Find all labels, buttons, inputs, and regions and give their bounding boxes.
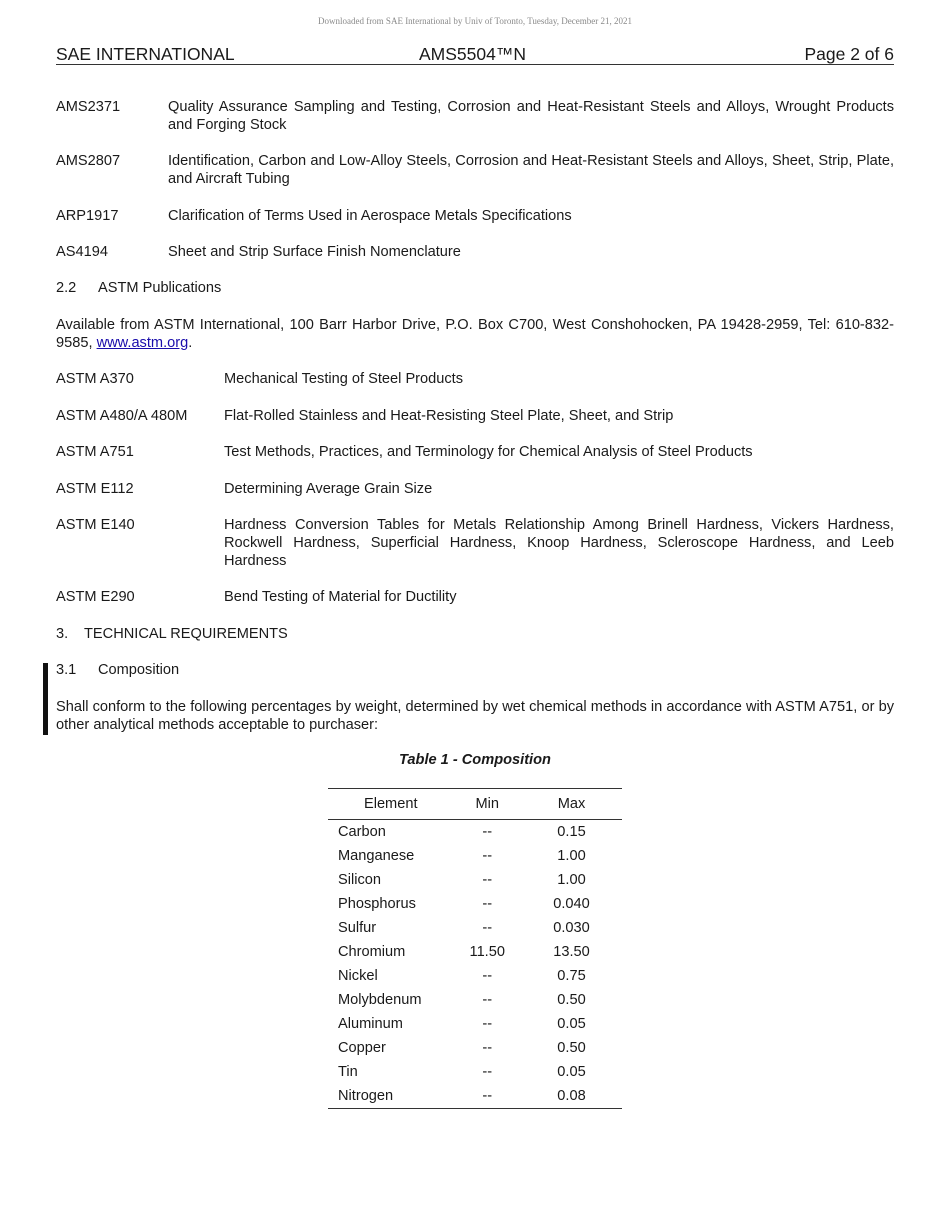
reference-code: AS4194: [56, 244, 108, 260]
composition-paragraph: Shall conform to the following percentages by weight, determined by wet chemical methods in accordance with ASTM A751, or by other analytical methods acceptable to purchaser:: [56, 699, 894, 733]
max-cell: 0.50: [557, 992, 586, 1008]
section-number: 2.2: [56, 280, 77, 296]
table-row: [328, 1012, 622, 1036]
table-title: Table 1 - Composition: [399, 752, 551, 768]
astm-address-text: Available from ASTM International, 100 Barr Harbor Drive, P.O. Box C700, West Conshohocken, PA 19428-2959, Tel: 610-832-9585,: [56, 317, 894, 351]
max-cell: 0.05: [557, 1064, 586, 1080]
table-row: [328, 1060, 622, 1084]
section-title: TECHNICAL REQUIREMENTS: [84, 626, 288, 642]
reference-code: ASTM E140: [56, 517, 135, 533]
reference-description: Bend Testing of Material for Ductility: [224, 589, 457, 605]
table-header-row: [328, 789, 622, 820]
element-cell: Nitrogen: [328, 1084, 454, 1109]
astm-availability-paragraph: [56, 316, 894, 352]
element-cell: Copper: [338, 1040, 386, 1056]
reference-code: AMS2371: [56, 99, 121, 115]
section-heading-3: [56, 625, 288, 643]
reference-entry: [56, 443, 894, 461]
table-row: [328, 892, 622, 916]
reference-description: Mechanical Testing of Steel Products: [224, 371, 464, 387]
download-watermark: Downloaded from SAE International by Univ of Toronto, Tuesday, December 21, 2021: [317, 16, 633, 26]
reference-code: ASTM E290: [56, 589, 135, 605]
table-row: [328, 1036, 622, 1060]
table-row: [328, 868, 622, 892]
element-cell: Tin: [338, 1064, 358, 1080]
reference-code: ASTM E112: [56, 481, 134, 497]
max-cell: 1.00: [557, 848, 586, 864]
table-row: [328, 964, 622, 988]
composition-table: [328, 788, 622, 1109]
max-cell: 0.75: [557, 968, 586, 984]
reference-entry: [56, 516, 894, 570]
table-row: [328, 940, 622, 964]
header-org: SAE INTERNATIONAL: [56, 44, 235, 64]
astm-address-period: .: [188, 335, 193, 351]
reference-description: Quality Assurance Sampling and Testing, Corrosion and Heat-Resistant Steels and Alloys, Wrought Products and Forging Stock: [168, 99, 894, 133]
element-cell: Manganese: [338, 848, 415, 864]
element-cell: Phosphorus: [338, 896, 416, 912]
reference-entry: [56, 480, 894, 498]
element-cell: Sulfur: [338, 920, 377, 936]
header-doc-id: AMS5504™N: [419, 44, 526, 64]
reference-entry: [56, 588, 894, 606]
section-number: 3.1: [56, 662, 77, 678]
column-header-element: Element: [328, 789, 454, 820]
reference-description: Clarification of Terms Used in Aerospace Metals Specifications: [168, 208, 572, 224]
min-cell: --: [482, 1040, 493, 1056]
max-cell: 13.50: [553, 944, 590, 960]
table-row: [328, 1084, 622, 1109]
reference-entry: [56, 207, 894, 225]
reference-description: Identification, Carbon and Low-Alloy Steels, Corrosion and Heat-Resistant Steels and Alloys, Sheet, Strip, Plate, and Aircraft Tubing: [168, 153, 894, 187]
max-cell: 1.00: [557, 872, 586, 888]
reference-entry: [56, 370, 894, 388]
reference-entry: [56, 243, 894, 261]
element-cell: Aluminum: [338, 1016, 403, 1032]
min-cell: --: [482, 1016, 493, 1032]
reference-description: Determining Average Grain Size: [224, 481, 433, 497]
min-cell: --: [482, 872, 493, 888]
astm-website-link[interactable]: www.astm.org: [96, 335, 189, 351]
table-row: [328, 820, 622, 845]
table-row: [328, 916, 622, 940]
reference-code: ASTM A370: [56, 371, 134, 387]
reference-description: Hardness Conversion Tables for Metals Relationship Among Brinell Hardness, Vickers Hardness, Rockwell Hardness, Superficial Hardness, Knoop Hardness, Scleroscope Hardness, and Leeb Hardness: [224, 517, 894, 569]
reference-code: ASTM A751: [56, 444, 134, 460]
min-cell: --: [482, 1064, 493, 1080]
min-cell: 11.50: [469, 944, 505, 960]
min-cell: --: [482, 824, 493, 840]
min-cell: --: [482, 848, 493, 864]
reference-entry: [56, 152, 894, 188]
element-cell: Silicon: [338, 872, 381, 888]
section-heading-3-1: [56, 661, 179, 679]
header-page-number: Page 2 of 6: [804, 44, 894, 64]
section-heading-2-2: [56, 279, 221, 297]
min-cell: --: [454, 1084, 522, 1109]
reference-entry: [56, 98, 894, 134]
element-cell: Chromium: [338, 944, 406, 960]
min-cell: --: [482, 968, 493, 984]
table-row: [328, 988, 622, 1012]
element-cell: Carbon: [338, 824, 386, 840]
reference-code: ASTM A480/A 480M: [56, 408, 188, 424]
table-row: [328, 844, 622, 868]
section-title: Composition: [98, 662, 180, 678]
max-cell: 0.040: [553, 896, 590, 912]
revision-change-bar: [43, 663, 48, 735]
max-cell: 0.50: [557, 1040, 586, 1056]
max-cell: 0.030: [553, 920, 590, 936]
reference-description: Sheet and Strip Surface Finish Nomenclature: [168, 244, 461, 260]
max-cell: 0.15: [557, 824, 586, 840]
column-header-max: Max: [521, 789, 622, 820]
max-cell: 0.08: [521, 1084, 622, 1109]
reference-code: AMS2807: [56, 153, 121, 169]
element-cell: Molybdenum: [338, 992, 422, 1008]
column-header-min: Min: [454, 789, 522, 820]
reference-entry: [56, 407, 894, 425]
min-cell: --: [482, 992, 493, 1008]
min-cell: --: [482, 896, 493, 912]
section-title: ASTM Publications: [98, 280, 222, 296]
reference-description: Test Methods, Practices, and Terminology for Chemical Analysis of Steel Products: [224, 444, 753, 460]
page-header: [56, 44, 894, 65]
reference-description: Flat-Rolled Stainless and Heat-Resisting Steel Plate, Sheet, and Strip: [224, 408, 674, 424]
element-cell: Nickel: [338, 968, 378, 984]
max-cell: 0.05: [557, 1016, 586, 1032]
reference-code: ARP1917: [56, 208, 119, 224]
min-cell: --: [482, 920, 493, 936]
section-number: 3.: [56, 626, 69, 642]
